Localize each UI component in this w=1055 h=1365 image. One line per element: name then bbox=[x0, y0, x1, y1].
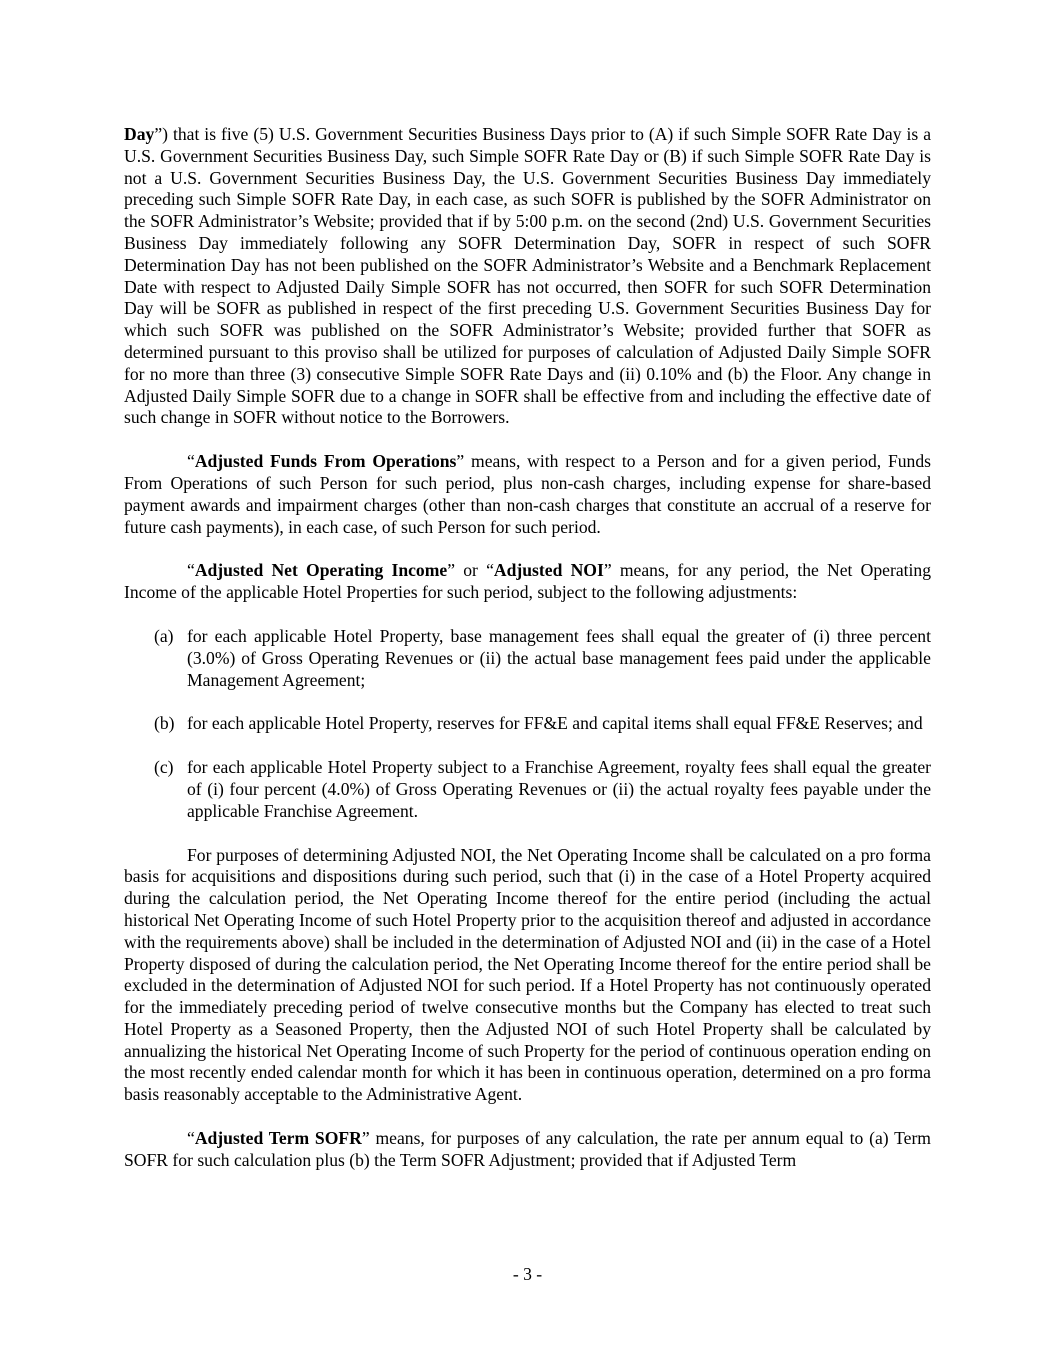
paragraph-text: For purposes of determining Adjusted NOI, the Net Operating Income shall be calculated on a pro forma basis for acquisitions and dispositions during such period, such that (i) in the case of a Hotel Property acquired during the calculation period, the Net Operating Income thereof for the entire period (including the actual historical Net Operating Income of such Hotel Property prior to the acquisition thereof and adjusted in accordance with the requirements above) shall be included in the determination of Adjusted NOI and (ii) in the case of a Hotel Property disposed of during the calculation period, the Net Operating Income thereof for the entire period shall be excluded in the determination of Adjusted NOI for such period. If a Hotel Property has not continuously operated for the immediately preceding period of twelve consecutive months but the Company has elected to treat such Hotel Property as a Seasoned Property, then the Adjusted NOI of such Hotel Property shall be calculated by annualizing the historical Net Operating Income of such Property for the period of continuous operation ending on the most recently ended calendar month for which it has been in continuous operation, determined on a pro forma basis reasonably acceptable to the Administrative Agent. bbox=[124, 844, 931, 1105]
list-marker: (a) bbox=[154, 625, 174, 646]
adjusted-term-sofr-definition: “Adjusted Term SOFR” means, for purposes of any calculation, the rate per annum equal to (a) Term SOFR for such calculation plus (b) the Term SOFR Adjustment; provided that if Adjusted Term bbox=[124, 1128, 931, 1170]
list-item bbox=[124, 757, 931, 822]
defined-term: Adjusted NOI bbox=[493, 560, 604, 581]
adjusted-noi-definition: “Adjusted Net Operating Income” or “Adjusted NOI” means, for any period, the Net Operating Income of the applicable Hotel Properties for such period, subject to the following adjustments: bbox=[124, 560, 932, 603]
list-item-text: for each applicable Hotel Property, base management fees shall equal the greater of (i) three percent (3.0%) of Gross Operating Revenues or (ii) the actual base management fees paid under the applicable Management Agreement; bbox=[187, 625, 931, 690]
defined-term: Day bbox=[124, 124, 155, 144]
list-marker: (b) bbox=[154, 713, 175, 734]
document-page bbox=[124, 124, 931, 1172]
adjusted-noi-calculation-paragraph bbox=[124, 845, 931, 1107]
defined-term: Adjusted Net Operating Income bbox=[194, 560, 448, 581]
sofr-definition-continuation bbox=[124, 124, 931, 429]
adjusted-ffo-definition: “Adjusted Funds From Operations” means, with respect to a Person and for a given period, Funds From Operations of such Person for such period, plus non-cash charges, including expense for share-based payment awards and impairment charges (other than non-cash charges that constitute an accrual of a reserve for future cash payments), in each case, of such Person for such period. bbox=[124, 451, 931, 537]
list-item-text: for each applicable Hotel Property, reserves for FF&E and capital items shall equal FF&E Reserves; and bbox=[187, 713, 923, 734]
list-item bbox=[124, 713, 931, 735]
paragraph-text: ” means, with respect to a Person and for a given period, Funds From Operations of such Person for such period, plus non-cash charges, including expense for share-based payment awards and impairment charges (other than non-cash charges that constitute an accrual of a reserve for future cash payments), in each case, of such Person for such period. bbox=[124, 451, 931, 537]
list-item bbox=[124, 626, 931, 691]
defined-term: Adjusted Term SOFR bbox=[194, 1128, 362, 1149]
paragraph-text: ” means, for any period, the Net Operating Income of the applicable Hotel Properties for such period, subject to the following adjustments: bbox=[124, 560, 932, 603]
page-number: - 3 - bbox=[512, 1264, 543, 1284]
defined-term: Adjusted Funds From Operations bbox=[194, 451, 457, 472]
paragraph-text: ” means, for purposes of any calculation, the rate per annum equal to (a) Term SOFR for such calculation plus (b) the Term SOFR Adjustment; provided that if Adjusted Term bbox=[124, 1128, 931, 1170]
paragraph-text: ”) that is five (5) U.S. Government Securities Business Days prior to (A) if such Simple SOFR Rate Day is a U.S. Government Securities Business Day, such Simple SOFR Rate Day or (B) if such Simple SOFR Rate Day is not a U.S. Government Securities Business Day, the U.S. Government Securities Business Day immediately preceding such Simple SOFR Rate Day, in each case, as such SOFR is published by the SOFR Administrator on the SOFR Administrator’s Website; provided that if by 5:00 p.m. on the second (2nd) U.S. Government Securities Business Day immediately following any SOFR Determination Day, SOFR in respect of such SOFR Determination Day has not been published on the SOFR Administrator’s Website and a Benchmark Replacement Date with respect to Adjusted Daily Simple SOFR has not occurred, then SOFR for such SOFR Determination Day will be SOFR as published in respect of the first preceding U.S. Government Securities Business Day for which such SOFR was published on the SOFR Administrator’s Website; provided further that SOFR as determined pursuant to this proviso shall be utilized for purposes of calculation of Adjusted Daily Simple SOFR for no more than three (3) consecutive Simple SOFR Rate Days and (ii) 0.10% and (b) the Floor. Any change in Adjusted Daily Simple SOFR due to a change in SOFR shall be effective from and including the effective date of such change in SOFR without notice to the Borrowers. bbox=[124, 124, 931, 428]
list-marker: (c) bbox=[154, 757, 174, 778]
list-item-text: for each applicable Hotel Property subject to a Franchise Agreement, royalty fees shall equal the greater of (i) four percent (4.0%) of Gross Operating Revenues or (ii) the actual royalty fees payable under the applicable Franchise Agreement. bbox=[187, 757, 931, 821]
